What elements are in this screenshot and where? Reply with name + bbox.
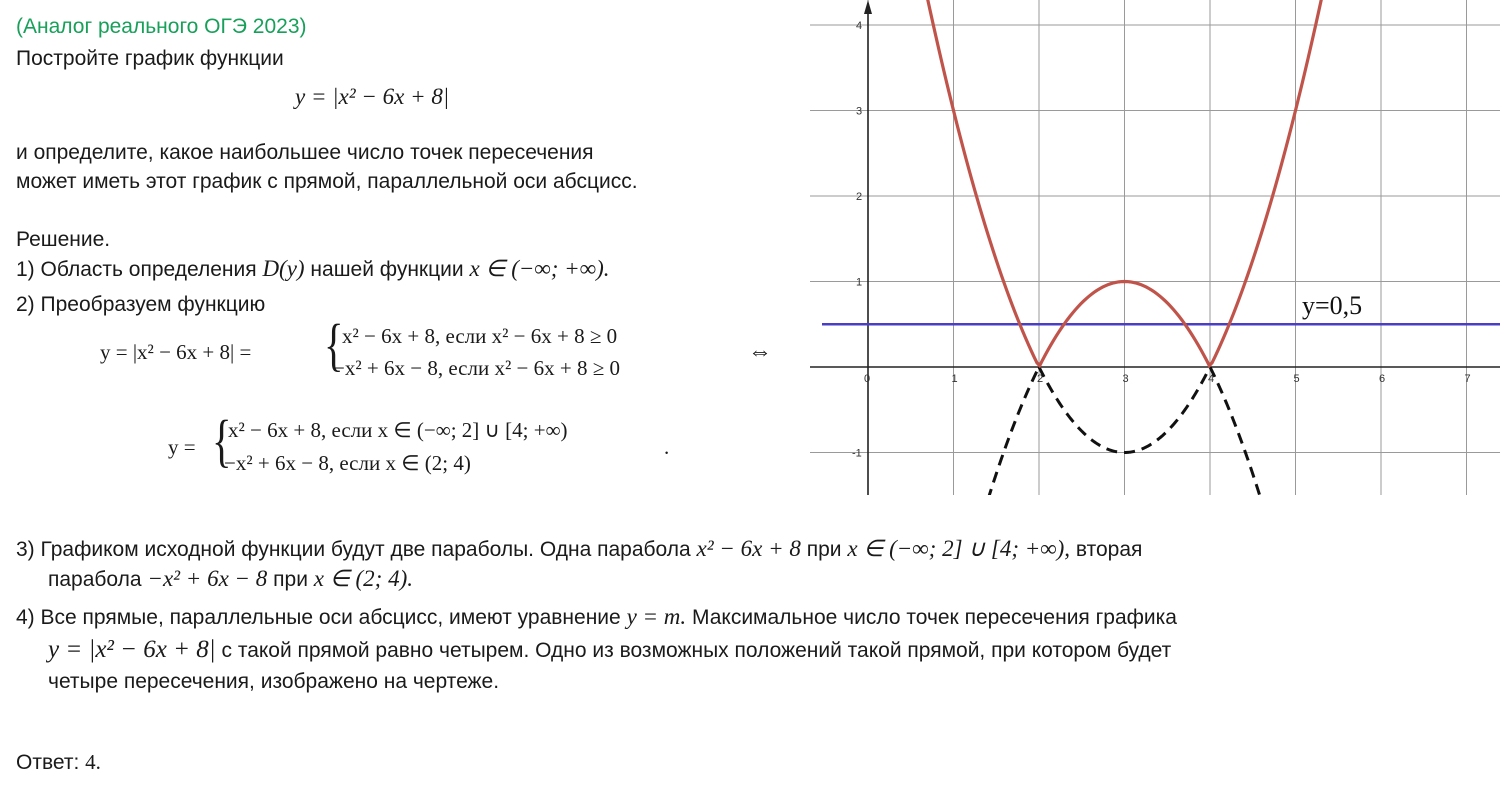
y-tick-label: 1 — [856, 276, 863, 289]
math-inline: x² − 6x + 8 — [696, 536, 801, 561]
step-text: вторая — [1075, 538, 1143, 561]
task-line-2: может иметь этот график с прямой, параллельной оси абсцисс. — [16, 170, 638, 193]
x-tick-label: 0 — [864, 373, 871, 385]
dashed-branch-left — [988, 367, 1039, 495]
source-note: (Аналог реального ОГЭ 2023) — [16, 15, 307, 38]
math-inline: x ∈ (−∞; +∞). — [469, 256, 610, 281]
x-tick-label: 7 — [1464, 373, 1471, 385]
math-inline: y = m. — [626, 604, 687, 629]
y-axis-arrow — [864, 0, 872, 14]
step-text: парабола — [48, 568, 142, 591]
step-text: Графиком исходной функции будут две параболы. Одна парабола — [40, 538, 691, 561]
grid — [810, 0, 1500, 495]
step-text: Преобразуем функцию — [40, 293, 266, 316]
math-inline: −x² + 6x − 8 — [147, 566, 268, 591]
system-2-dot: . — [664, 435, 670, 459]
step-3-line-1 — [16, 534, 1142, 565]
step-number: 2) — [16, 293, 35, 316]
task-line-1: и определите, какое наибольшее число точек пересечения — [16, 141, 594, 164]
answer-label: Ответ: — [16, 751, 80, 774]
x-tick-label: 6 — [1379, 373, 1386, 385]
system-2-row-1: x² − 6x + 8, если x ∈ (−∞; 2] ∪ [4; +∞) — [228, 418, 568, 442]
answer-value: 4. — [85, 750, 101, 774]
x-tick-label: 3 — [1122, 373, 1129, 385]
system-2-row-2: −x² + 6x − 8, если x ∈ (2; 4) — [224, 451, 471, 475]
tick-labels — [852, 20, 1471, 460]
step-text: Максимальное число точек пересечения графика — [692, 606, 1177, 629]
line-label: y=0,5 — [1302, 291, 1363, 320]
step-number: 3) — [16, 538, 35, 561]
step-text: с такой прямой равно четырем. Одно из возможных положений такой прямой, при котором будет — [221, 639, 1172, 662]
y-tick-label: 3 — [856, 105, 863, 118]
y-tick-label: 4 — [856, 20, 863, 32]
equivalence-sign: ⇔ — [748, 339, 772, 365]
x-tick-label: 1 — [951, 373, 958, 385]
function-graph — [810, 0, 1500, 495]
step-number: 1) — [16, 258, 35, 281]
step-2 — [16, 290, 265, 320]
curves — [822, 0, 1500, 495]
y-tick-label: 2 — [856, 191, 863, 203]
math-inline: D(y) — [262, 256, 305, 281]
step-number: 4) — [16, 606, 35, 629]
function-formula: y = |x² − 6x + 8| — [295, 84, 450, 109]
step-text: нашей функции — [310, 258, 464, 281]
system-1-brace: { — [324, 312, 344, 377]
x-tick-label: 2 — [1037, 373, 1044, 385]
step-4-line-3: четыре пересечения, изображено на чертеже. — [48, 670, 500, 693]
math-inline: y = |x² − 6x + 8| — [48, 636, 216, 663]
step-text: Все прямые, параллельные оси абсцисс, имеют уравнение — [40, 606, 621, 629]
step-text: Область определения — [40, 258, 257, 281]
answer — [16, 747, 101, 778]
step-4-line-1 — [16, 602, 1177, 633]
system-2-lhs: y = — [168, 435, 196, 459]
x-tick-label: 5 — [1293, 373, 1300, 385]
step-3-line-2 — [48, 564, 413, 595]
y-tick-label: -1 — [852, 447, 862, 460]
x-tick-label: 4 — [1208, 373, 1215, 385]
math-inline: x ∈ (2; 4). — [313, 566, 414, 591]
system-1-row-2: −x² + 6x − 8, если x² − 6x + 8 ≥ 0 — [333, 356, 620, 380]
task-intro: Постройте график функции — [16, 47, 284, 70]
dashed-branch-right — [1210, 367, 1261, 495]
system-1-row-1: x² − 6x + 8, если x² − 6x + 8 ≥ 0 — [342, 324, 618, 348]
step-text: при — [806, 538, 842, 561]
math-inline: x ∈ (−∞; 2] ∪ [4; +∞), — [847, 536, 1071, 561]
step-1 — [16, 254, 610, 285]
solution-heading: Решение. — [16, 228, 111, 251]
step-text: при — [273, 568, 308, 591]
axes — [810, 0, 1500, 495]
system-2-brace: { — [212, 408, 232, 473]
step-4-line-2 — [48, 635, 1171, 666]
system-1-lhs: y = |x² − 6x + 8| = — [100, 340, 252, 364]
